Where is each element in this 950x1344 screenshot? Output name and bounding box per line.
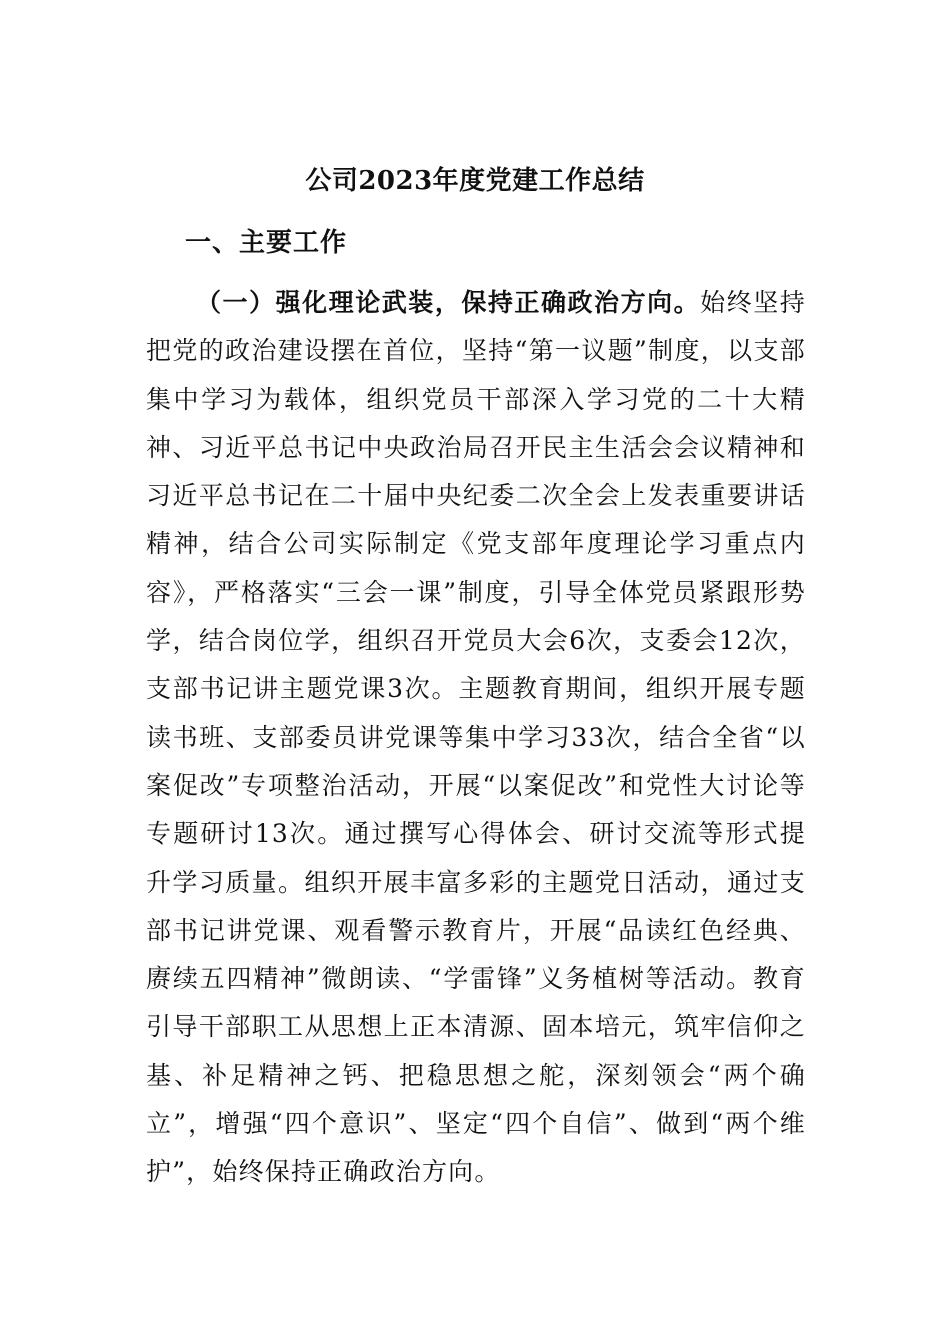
paragraph-body: 始终坚持把党的政治建设摆在首位，坚持“第一议题”制度，以支部集中学习为载体，组织党员干部深入学习党的二十大精神、习近平总书记中央政治局召开民主生活会会议精神和习近平总书记在二十届中央纪委二次全会上发表重要讲话精神，结合公司实际制定《党支部年度理论学习重点内容》，严格落实“三会一课”制度，引导全体党员紧跟形势学，结合岗位学，组织召开党员大会6次，支委会12次，支部书记讲主题党课3次。主题教育期间，组织开展专题读书班、支部委员讲党课等集中学习33次，结合全省“以案促改”专项整治活动，开展“以案促改”和党性大讨论等专题研讨13次。通过撰写心得体会、研讨交流等形式提升学习质量。组织开展丰富多彩的主题党日活动，通过支部书记讲党课、观看警示教育片，开展“品读红色经典、赓续五四精神”微朗读、“学雷锋”义务植树等活动。教育引导干部职工从思想上正本清源、固本培元，筑牢信仰之基、补足精神之钙、把稳思想之舵，深刻领会“两个确立”，增强“四个意识”、坚定“四个自信”、做到“两个维护”，始终保持正确政治方向。 [146,288,806,1187]
section-heading: 一、主要工作 [185,228,348,258]
document-title: 公司2023年度党建工作总结 [305,166,645,196]
body-paragraph [146,279,806,1197]
paragraph-lead: （一）强化理论武装，保持正确政治方向。 [196,288,701,317]
